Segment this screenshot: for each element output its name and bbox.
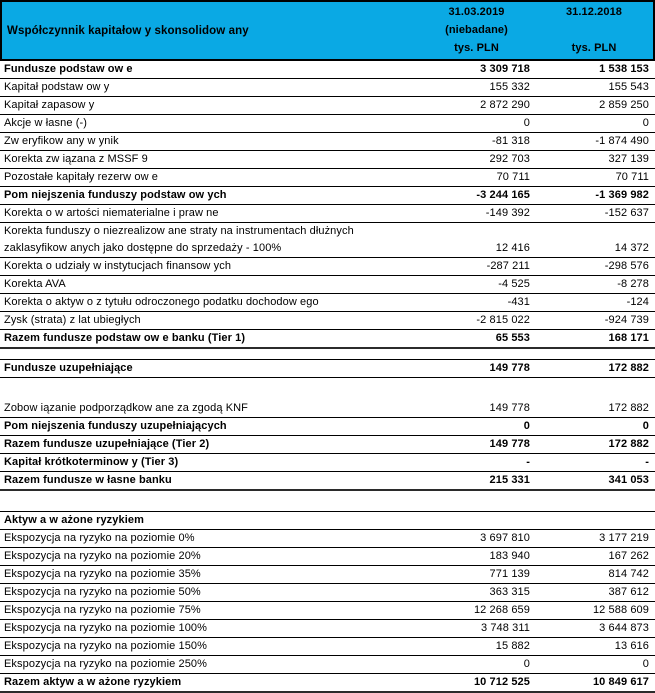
- row-value-2019: 292 703: [489, 153, 530, 165]
- row-value-2018: 0: [642, 658, 649, 670]
- row-label: Korekta AVA: [4, 278, 66, 290]
- table-row: [0, 187, 655, 205]
- row-label: Ekspozycja na ryzyko na poziomie 35%: [4, 568, 201, 580]
- row-value-2018: 167 262: [608, 550, 649, 562]
- table-row: [0, 169, 655, 187]
- column-header-2018: [535, 2, 653, 59]
- row-label: Korekta o aktyw o z tytułu odroczonego podatku dochodow ego: [4, 296, 319, 308]
- row-value-2018: 814 742: [608, 568, 649, 580]
- row-label: Ekspozycja na ryzyko na poziomie 250%: [4, 658, 208, 670]
- table-row: [0, 436, 655, 454]
- table-body: [0, 61, 655, 693]
- row-value-2019: 3 748 311: [480, 622, 530, 634]
- table-row: [0, 472, 655, 491]
- row-label: Korekta o udziały w instytucjach finansow ych: [4, 260, 232, 272]
- table-row: [0, 330, 655, 349]
- row-value-2019: 0: [523, 420, 530, 432]
- row-value-2018: 172 882: [608, 362, 649, 374]
- row-label: Kapitał zapasow y: [4, 99, 95, 111]
- table-row: [0, 530, 655, 548]
- row-value-2019: -287 211: [486, 260, 530, 272]
- row-value-2018: -152 637: [604, 207, 649, 219]
- table-row: [0, 511, 655, 530]
- table-row: [0, 312, 655, 330]
- row-value-2018: 2 859 250: [599, 99, 649, 111]
- table-row: [0, 151, 655, 169]
- row-value-2019: 2 872 290: [480, 99, 530, 111]
- row-value-2018: 70 711: [615, 171, 649, 183]
- row-value-2018: 387 612: [608, 586, 649, 598]
- table-row: [0, 674, 655, 693]
- row-value-2018: 172 882: [608, 438, 649, 450]
- table-row: [0, 400, 655, 418]
- row-value-2018: 3 644 873: [599, 622, 649, 634]
- row-label: Pom niejszenia funduszy podstaw ow ych: [4, 189, 227, 201]
- table-row: [0, 418, 655, 436]
- table-row: [0, 548, 655, 566]
- row-value-2019: 0: [523, 117, 530, 129]
- row-value-2019: 15 882: [495, 640, 530, 652]
- row-value-2018: -: [645, 456, 649, 468]
- row-value-2018: -8 278: [617, 278, 649, 290]
- column-date-2019: 31.03.2019: [448, 6, 505, 18]
- spacer-row: [0, 349, 655, 359]
- table-row: [0, 584, 655, 602]
- table-row: [0, 115, 655, 133]
- row-value-2019: -149 392: [485, 207, 530, 219]
- column-header-2019: [418, 2, 535, 59]
- row-value-2018: -298 576: [604, 260, 649, 272]
- row-value-2019: 771 139: [489, 568, 530, 580]
- column-unit-2019: tys. PLN: [454, 42, 499, 54]
- row-label: Korekta funduszy o niezrealizow ane straty na instrumentach dłużnych zaklasyfikow anych jako dostępne do sprzedaży - 100%: [4, 225, 354, 254]
- column-date-2018: 31.12.2018: [565, 6, 623, 18]
- table-row: [0, 454, 655, 472]
- row-value-2019: 12 268 659: [473, 604, 530, 616]
- row-label: Razem fundusze podstaw ow e banku (Tier 1): [4, 332, 246, 344]
- row-label: Ekspozycja na ryzyko na poziomie 0%: [4, 532, 195, 544]
- row-label: Zysk (strata) z lat ubiegłych: [4, 314, 141, 326]
- row-label: Kapitał podstaw ow y: [4, 81, 110, 93]
- row-value-2019: -: [526, 456, 530, 468]
- row-label: Razem aktyw a w ażone ryzykiem: [4, 676, 182, 688]
- row-label: Razem fundusze uzupełniające (Tier 2): [4, 438, 210, 450]
- row-value-2019: -2 815 022: [476, 314, 530, 326]
- row-label: Akcje w łasne (-): [4, 117, 87, 129]
- row-value-2019: 65 553: [495, 332, 530, 344]
- table-row: [0, 620, 655, 638]
- row-value-2018: 168 171: [608, 332, 649, 344]
- row-value-2019: 183 940: [489, 550, 530, 562]
- row-label: Korekta o w artości niematerialne i praw ne: [4, 207, 219, 219]
- spacer-row: [0, 491, 655, 511]
- row-value-2019: -431: [507, 296, 530, 308]
- row-label: Zobow iązanie podporządkow ane za zgodą KNF: [4, 402, 249, 414]
- row-value-2018: -124: [626, 296, 649, 308]
- row-value-2019: 149 778: [489, 402, 530, 414]
- row-value-2019: 12 416: [495, 242, 530, 254]
- row-value-2019: 149 778: [489, 362, 530, 374]
- row-value-2018: 172 882: [608, 402, 649, 414]
- row-label: Ekspozycja na ryzyko na poziomie 20%: [4, 550, 201, 562]
- row-value-2018: -924 739: [604, 314, 649, 326]
- column-note-unaudited: (niebadane): [445, 24, 508, 36]
- row-label: Fundusze uzupełniające: [4, 362, 133, 374]
- row-value-2018: 0: [642, 117, 649, 129]
- row-value-2019: -4 525: [498, 278, 530, 290]
- row-label: Ekspozycja na ryzyko na poziomie 75%: [4, 604, 201, 616]
- table-row: [0, 61, 655, 79]
- row-label: Korekta zw iązana z MSSF 9: [4, 153, 148, 165]
- table-row: [0, 223, 655, 258]
- row-value-2019: 10 712 525: [473, 676, 530, 688]
- column-unit-2018: tys. PLN: [571, 42, 617, 54]
- row-value-2018: 0: [642, 420, 649, 432]
- row-value-2018: 10 849 617: [592, 676, 649, 688]
- spacer-row: [0, 378, 655, 400]
- row-label: Pom niejszenia funduszy uzupełniających: [4, 420, 227, 432]
- row-value-2019: 0: [523, 658, 530, 670]
- table-row: [0, 602, 655, 620]
- row-label: Ekspozycja na ryzyko na poziomie 150%: [4, 640, 208, 652]
- row-value-2018: 13 616: [614, 640, 649, 652]
- table-row: [0, 638, 655, 656]
- table-title: Współczynnik kapitałow y skonsolidow any: [7, 24, 249, 37]
- row-value-2018: 327 139: [608, 153, 649, 165]
- row-label: Fundusze podstaw ow e: [4, 63, 133, 75]
- row-label: Kapitał krótkoterminow y (Tier 3): [4, 456, 179, 468]
- row-value-2018: 12 588 609: [592, 604, 649, 616]
- row-value-2019: 363 315: [489, 586, 530, 598]
- table-row: [0, 79, 655, 97]
- row-value-2019: 3 309 718: [480, 63, 530, 75]
- row-value-2019: 215 331: [489, 474, 530, 486]
- row-label: Zw eryfikow any w ynik: [4, 135, 119, 147]
- row-label: Ekspozycja na ryzyko na poziomie 50%: [4, 586, 201, 598]
- table-row: [0, 97, 655, 115]
- table-row: [0, 359, 655, 378]
- row-value-2018: 155 543: [608, 81, 649, 93]
- row-label: Aktyw a w ażone ryzykiem: [4, 514, 144, 526]
- table-row: [0, 294, 655, 312]
- row-value-2018: -1 369 982: [595, 189, 649, 201]
- table-row: [0, 566, 655, 584]
- table-row: [0, 205, 655, 223]
- row-value-2019: -81 318: [491, 135, 530, 147]
- row-value-2018: -1 874 490: [595, 135, 649, 147]
- row-label: Ekspozycja na ryzyko na poziomie 100%: [4, 622, 208, 634]
- table-row: [0, 133, 655, 151]
- row-value-2018: 14 372: [614, 242, 649, 254]
- row-value-2018: 3 177 219: [599, 532, 649, 544]
- row-label: Pozostałe kapitały rezerw ow e: [4, 171, 159, 183]
- row-value-2019: -3 244 165: [476, 189, 530, 201]
- row-value-2018: 1 538 153: [599, 63, 649, 75]
- table-row: [0, 276, 655, 294]
- row-value-2018: 341 053: [608, 474, 649, 486]
- row-value-2019: 155 332: [489, 81, 530, 93]
- table-header: [0, 0, 655, 61]
- row-value-2019: 70 711: [496, 171, 530, 183]
- row-value-2019: 3 697 810: [480, 532, 530, 544]
- row-label: Razem fundusze w łasne banku: [4, 474, 172, 486]
- table-row: [0, 656, 655, 674]
- row-value-2019: 149 778: [489, 438, 530, 450]
- table-row: [0, 258, 655, 276]
